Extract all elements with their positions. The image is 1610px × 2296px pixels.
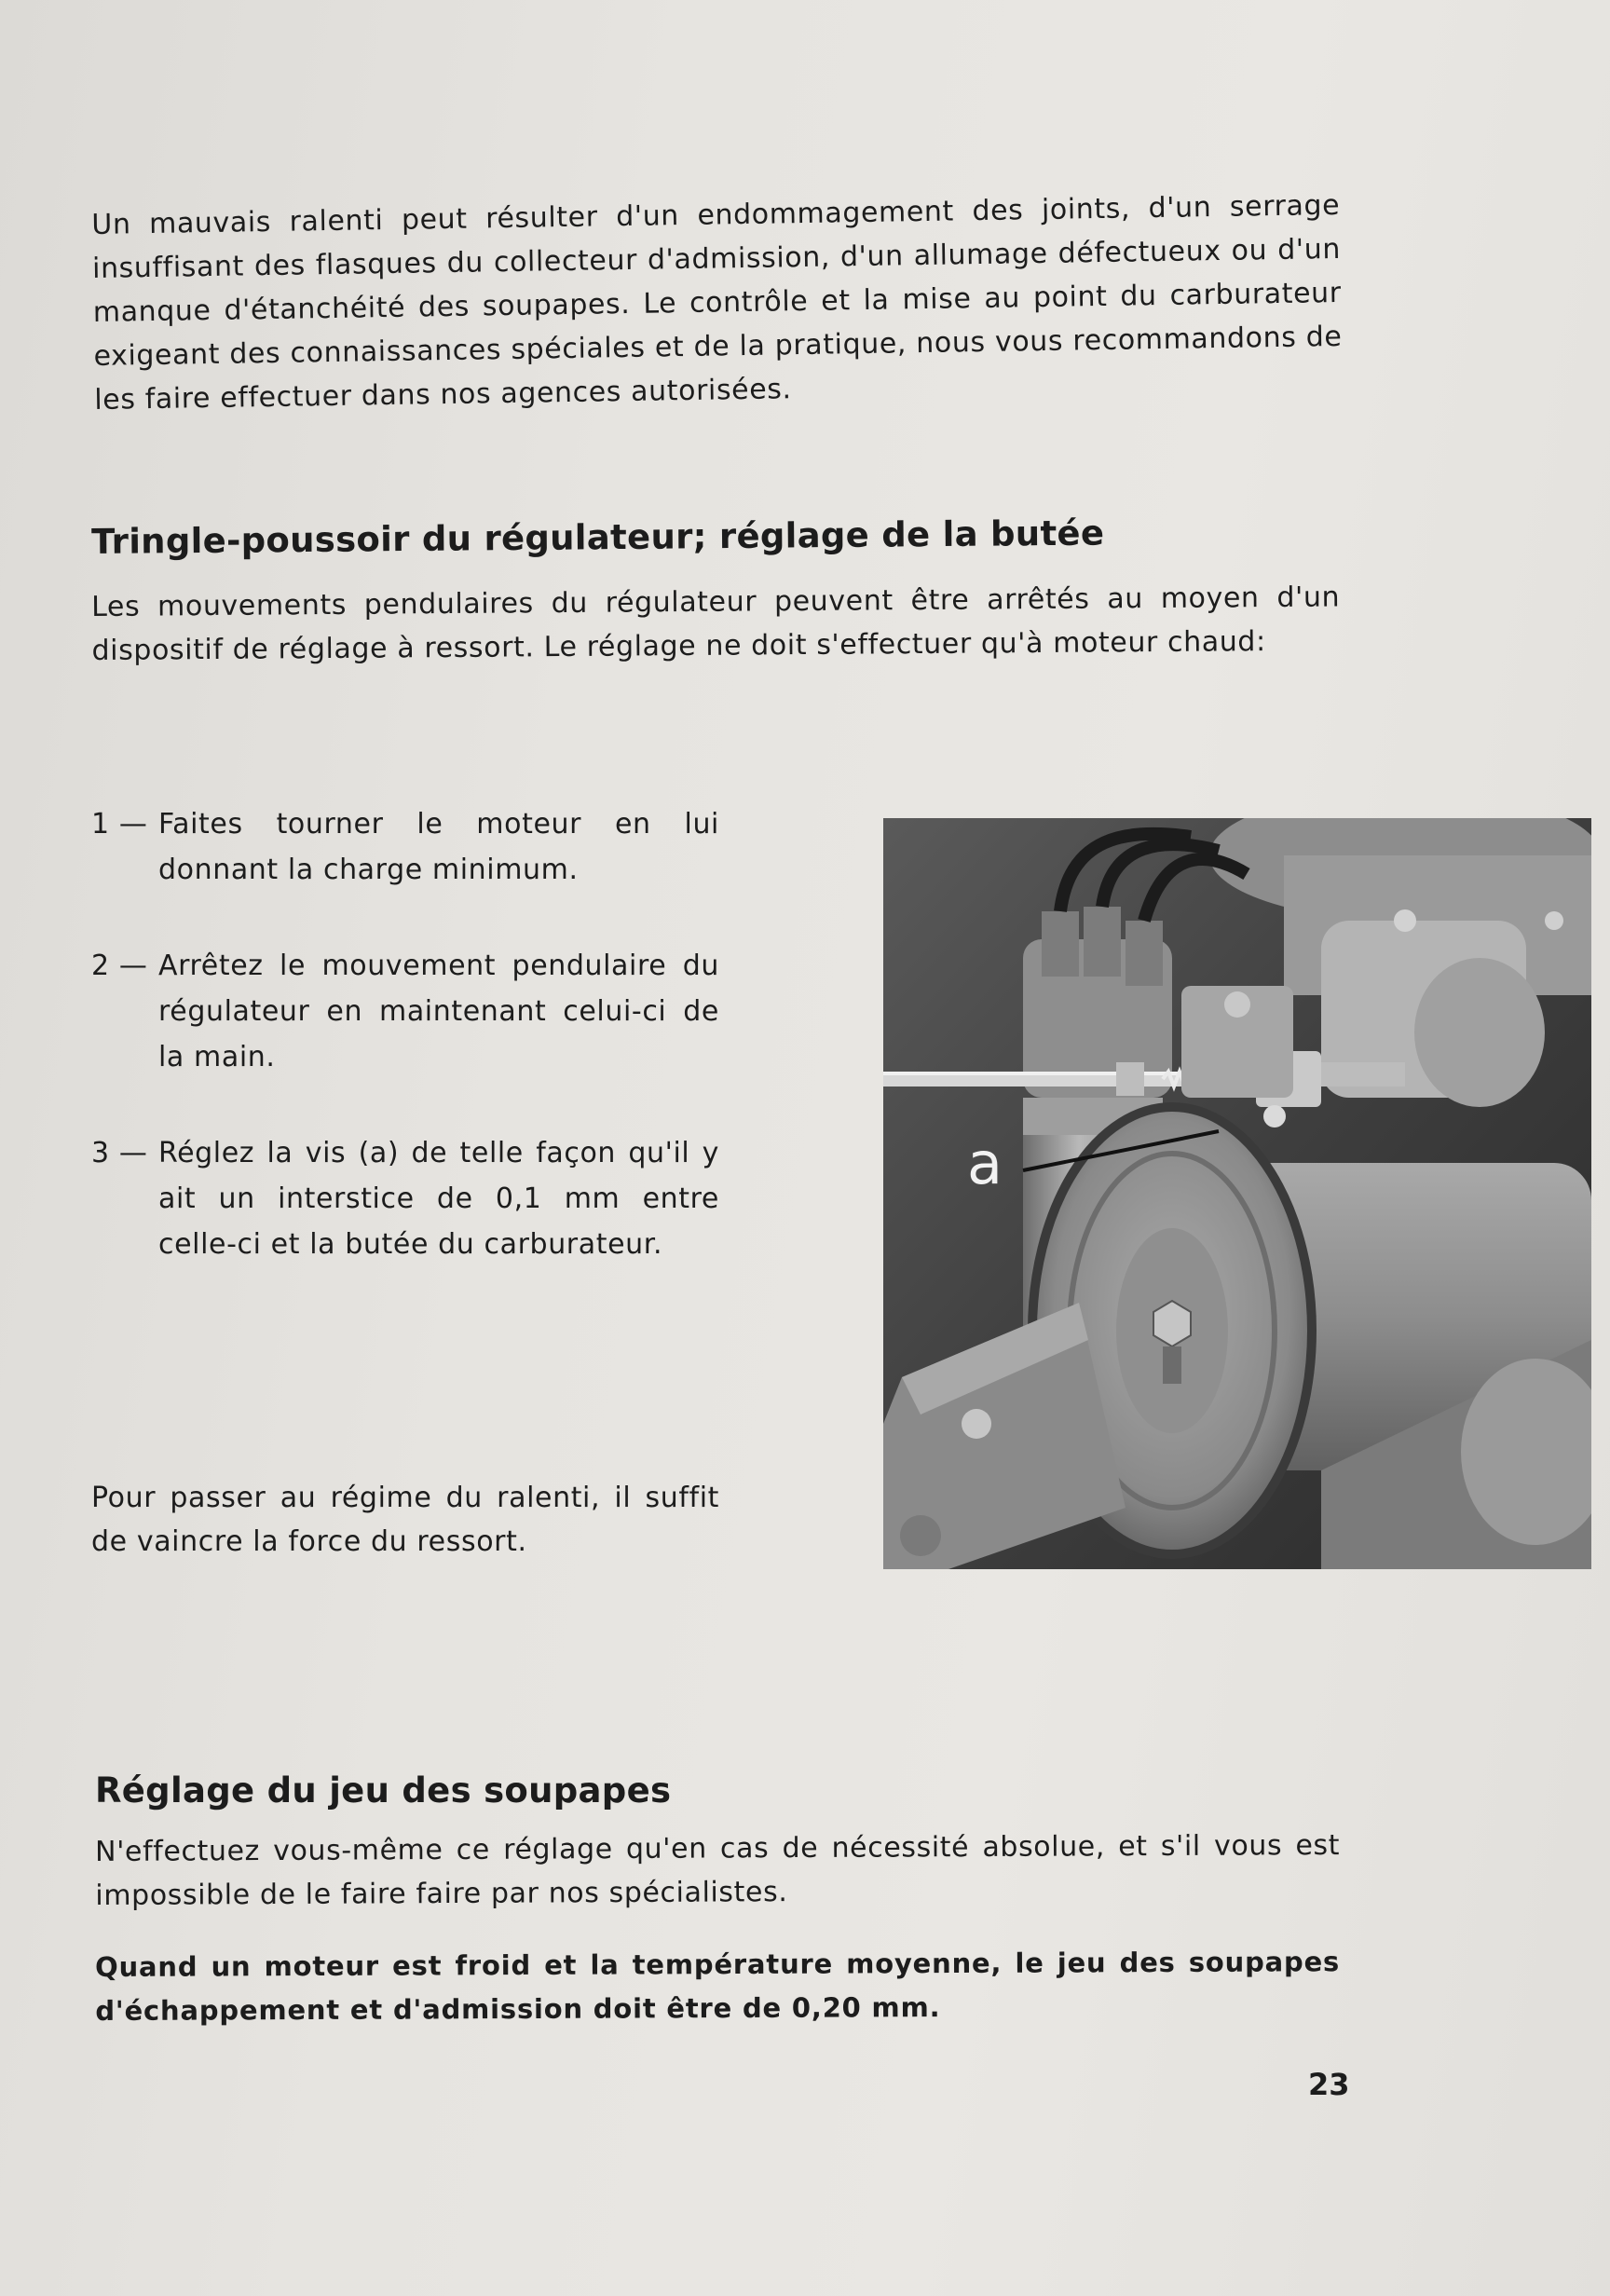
step-number: 2 — <box>91 950 148 982</box>
intro-paragraph: Un mauvais ralenti peut résulter d'un endommagement des joints, d'un serrage insuffisant des flasques du collecteur d'admission, d'un allumage défectueux ou d'un manque d'étanchéité des soupapes. Le contrôle et la mise au point du carburateur exigeant des connaissances spéciales et de la pratique, nous vous recommandons de les faire effectuer dans nos agences autorisées. <box>91 188 1343 417</box>
section-heading-tringle: Tringle-poussoir du régulateur; réglage de la butée <box>91 512 1105 562</box>
step-text: Arrêtez le mouvement pendulaire du régulateur en maintenant celui-ci de la main. <box>158 950 719 1073</box>
ralenti-note: Pour passer au régime du ralenti, il suffit de vaincre la force du ressort. <box>91 1482 719 1558</box>
tringle-paragraph: Les mouvements pendulaires du régulateur peuvent être arrêtés au moyen d'un dispositif de réglage à ressort. Le réglage ne doit s'effectuer qu'à moteur chaud: <box>91 581 1341 667</box>
step-text: Faites tourner le moteur en lui donnant la charge minimum. <box>158 808 719 886</box>
engine-photo <box>883 818 1591 1569</box>
step-item <box>91 943 719 1080</box>
step-item <box>91 801 719 893</box>
photo-label-a: a <box>967 1129 1003 1197</box>
step-number: 3 — <box>91 1137 148 1169</box>
steps-list <box>91 801 719 1318</box>
step-text: Réglez la vis (a) de telle façon qu'il y ait un interstice de 0,1 mm entre celle-ci et la butée du carburateur. <box>158 1137 719 1261</box>
section-heading-soupapes: Réglage du jeu des soupapes <box>95 1770 672 1811</box>
soupapes-paragraph: N'effectuez vous-même ce réglage qu'en cas de nécessité absolue, et s'il vous est impossible de le faire faire par nos spécialistes. <box>95 1829 1341 1912</box>
page-number: 23 <box>1308 2067 1350 2102</box>
step-item <box>91 1130 719 1267</box>
step-number: 1 — <box>91 808 148 840</box>
soupapes-bold-paragraph: Quand un moteur est froid et la température moyenne, le jeu des soupapes d'échappement et d'admission doit être de 0,20 mm. <box>95 1946 1341 2027</box>
